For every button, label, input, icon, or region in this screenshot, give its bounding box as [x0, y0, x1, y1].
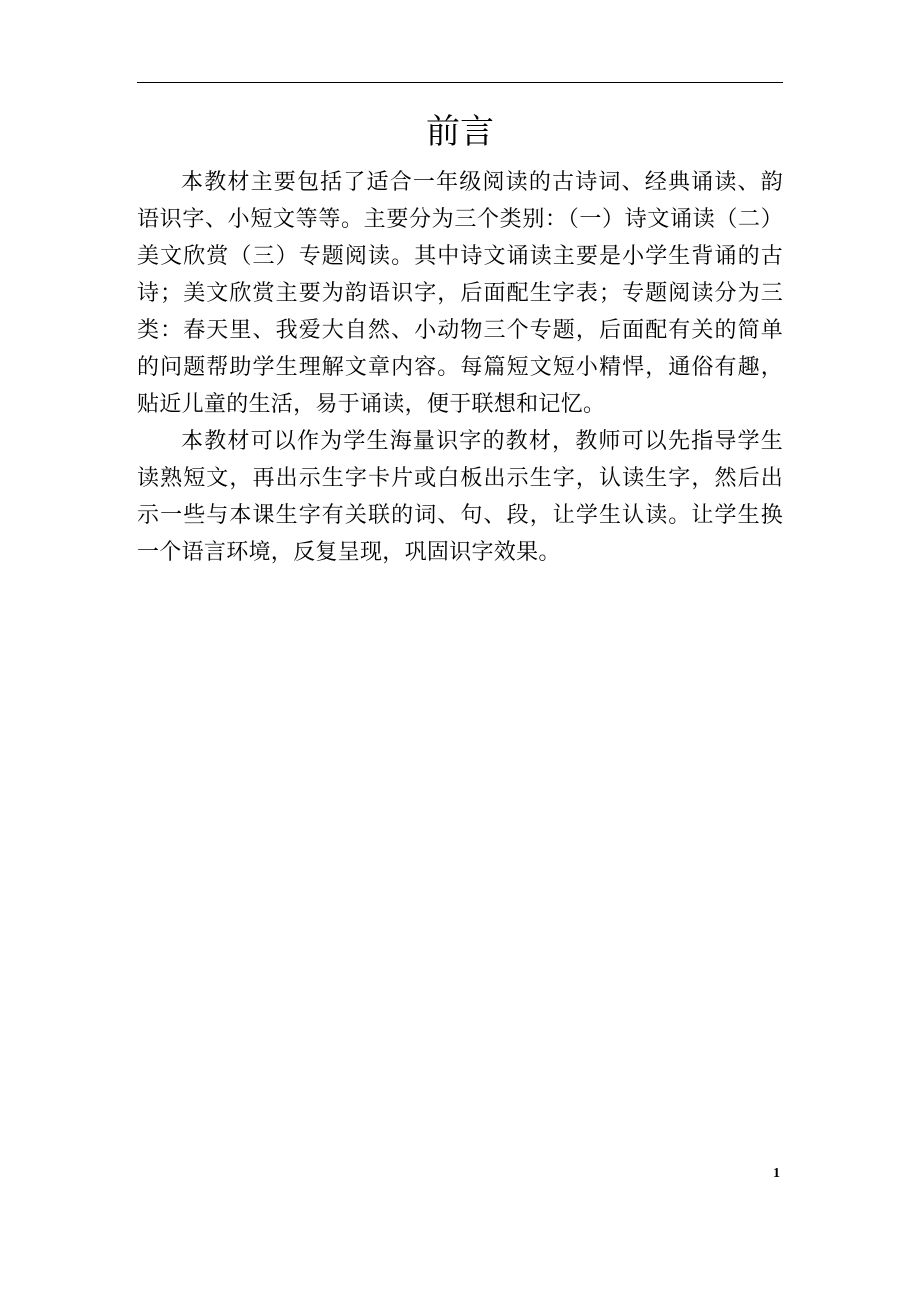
header-rule: [137, 82, 783, 83]
page-title: 前言: [426, 112, 494, 152]
page-number: 1: [773, 1166, 780, 1181]
paragraph-1: 本教材主要包括了适合一年级阅读的古诗词、经典诵读、韵语识字、小短文等等。主要分为三个类别：（一）诗文诵读（二）美文欣赏（三）专题阅读。其中诗文诵读主要是小学生背诵的古诗；美文欣赏主要为韵语识字，后面配生字表；专题阅读分为三类：春天里、我爱大自然、小动物三个专题，后面配有关的简单的问题帮助学生理解文章内容。每篇短文短小精悍，通俗有趣，贴近儿童的生活，易于诵读，便于联想和记忆。: [137, 170, 783, 417]
body-text: [137, 164, 783, 571]
paragraph-2: 本教材可以作为学生海量识字的教材，教师可以先指导学生读熟短文，再出示生字卡片或白板出示生字，认读生字，然后出示一些与本课生字有关联的词、句、段，让学生认读。让学生换一个语言环境，反复呈现，巩固识字效果。: [137, 429, 783, 565]
